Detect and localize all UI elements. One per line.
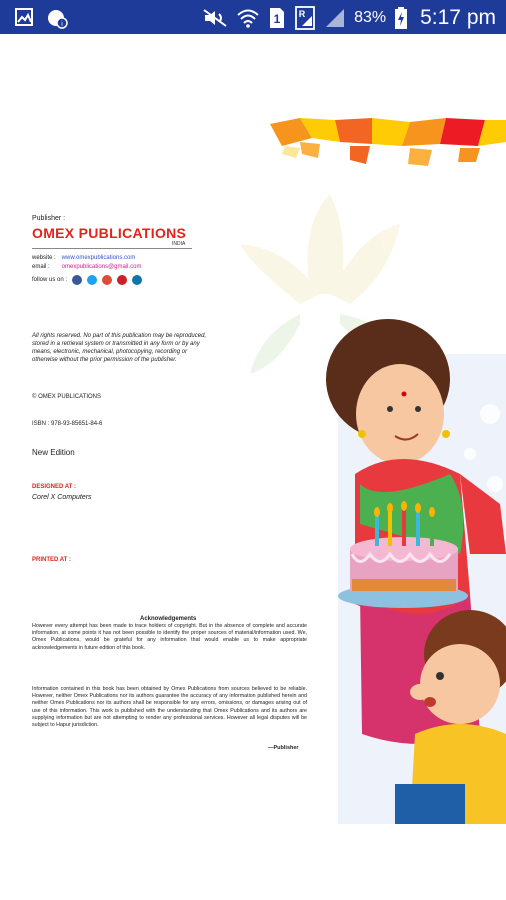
acknowledgements-title: Acknowledgements [140, 616, 197, 622]
isbn-line: ISBN : 978-93-85651-84-6 [32, 421, 103, 427]
email-row [32, 264, 141, 270]
status-bar [0, 0, 506, 34]
designed-at-label: DESIGNED AT : [32, 484, 77, 490]
battery-charging-icon [394, 6, 408, 30]
email-link[interactable]: omexpublications@gmail.com [61, 264, 142, 270]
gallery-icon [14, 7, 34, 27]
pinterest-icon[interactable] [117, 275, 127, 285]
designed-at-value: Corel X Computers [32, 494, 92, 501]
mute-icon [202, 8, 228, 28]
edition-line: New Edition [32, 448, 75, 457]
birthday-illustration [0, 34, 506, 900]
book-page [0, 34, 506, 900]
follow-row [32, 275, 142, 285]
linkedin-icon[interactable] [132, 275, 142, 285]
publisher-signoff: —Publisher [268, 745, 299, 751]
acknowledgements-body: However every attempt has been made to trace holders of copyright. But in the absence of complete and accurate information, at some points it has not been possible to identify the proper sources of material/information used. We, Omex Publications, would be grateful for any information that would enable us to make appropriate acknowledgements in future edition of this book. [32, 623, 307, 651]
sim1-icon [268, 7, 286, 29]
printed-at-label: PRINTED AT : [32, 557, 71, 563]
website-link[interactable]: www.omexpublications.com [61, 255, 136, 261]
svg-text:i: i [61, 21, 63, 28]
battery-percent: 83% [354, 9, 387, 26]
data-saver-icon [46, 7, 68, 29]
publisher-label: Publisher : [32, 215, 66, 222]
email-label: email : [32, 264, 50, 270]
twitter-icon[interactable] [87, 275, 97, 285]
follow-label: follow us on : [32, 277, 68, 283]
svg-text:R: R [298, 9, 306, 19]
roaming-signal-icon [294, 5, 316, 31]
facebook-icon[interactable] [72, 275, 82, 285]
svg-text:1: 1 [273, 12, 281, 26]
wifi-icon [236, 8, 260, 28]
publisher-country: INDIA [172, 241, 186, 247]
signal-icon [324, 8, 346, 28]
website-row [32, 255, 135, 261]
divider [32, 248, 192, 249]
publisher-name: OMEX PUBLICATIONS [32, 225, 187, 241]
website-label: website : [32, 255, 56, 261]
colorful-tiles-decoration [270, 118, 506, 166]
disclaimer-body: Information contained in this book has been obtained by Omex Publications from sources believed to be reliable. However, neither Omex Publications nor its authors guarantee the accuracy of any information published herein and neither Omex Publications nor its authors shall be responsible for any errors, omissions, or damages arising out of use of this information. This work is published with the understanding that Omex Publications and its authors are supplying information but are not attempting to render any professional services. However all legal disputes will be subject to Hapur jurisdiction. [32, 686, 307, 729]
rights-notice: All rights reserved. No part of this publication may be reproduced, stored in a retrieval system or transmitted in any form or by any means, electronic, mechanical, photocopying, recording or otherwise without the prior permission of the publisher. [32, 333, 207, 363]
copyright-line: © OMEX PUBLICATIONS [32, 394, 101, 400]
clock: 5:17 pm [420, 6, 496, 29]
google-plus-icon[interactable] [102, 275, 112, 285]
